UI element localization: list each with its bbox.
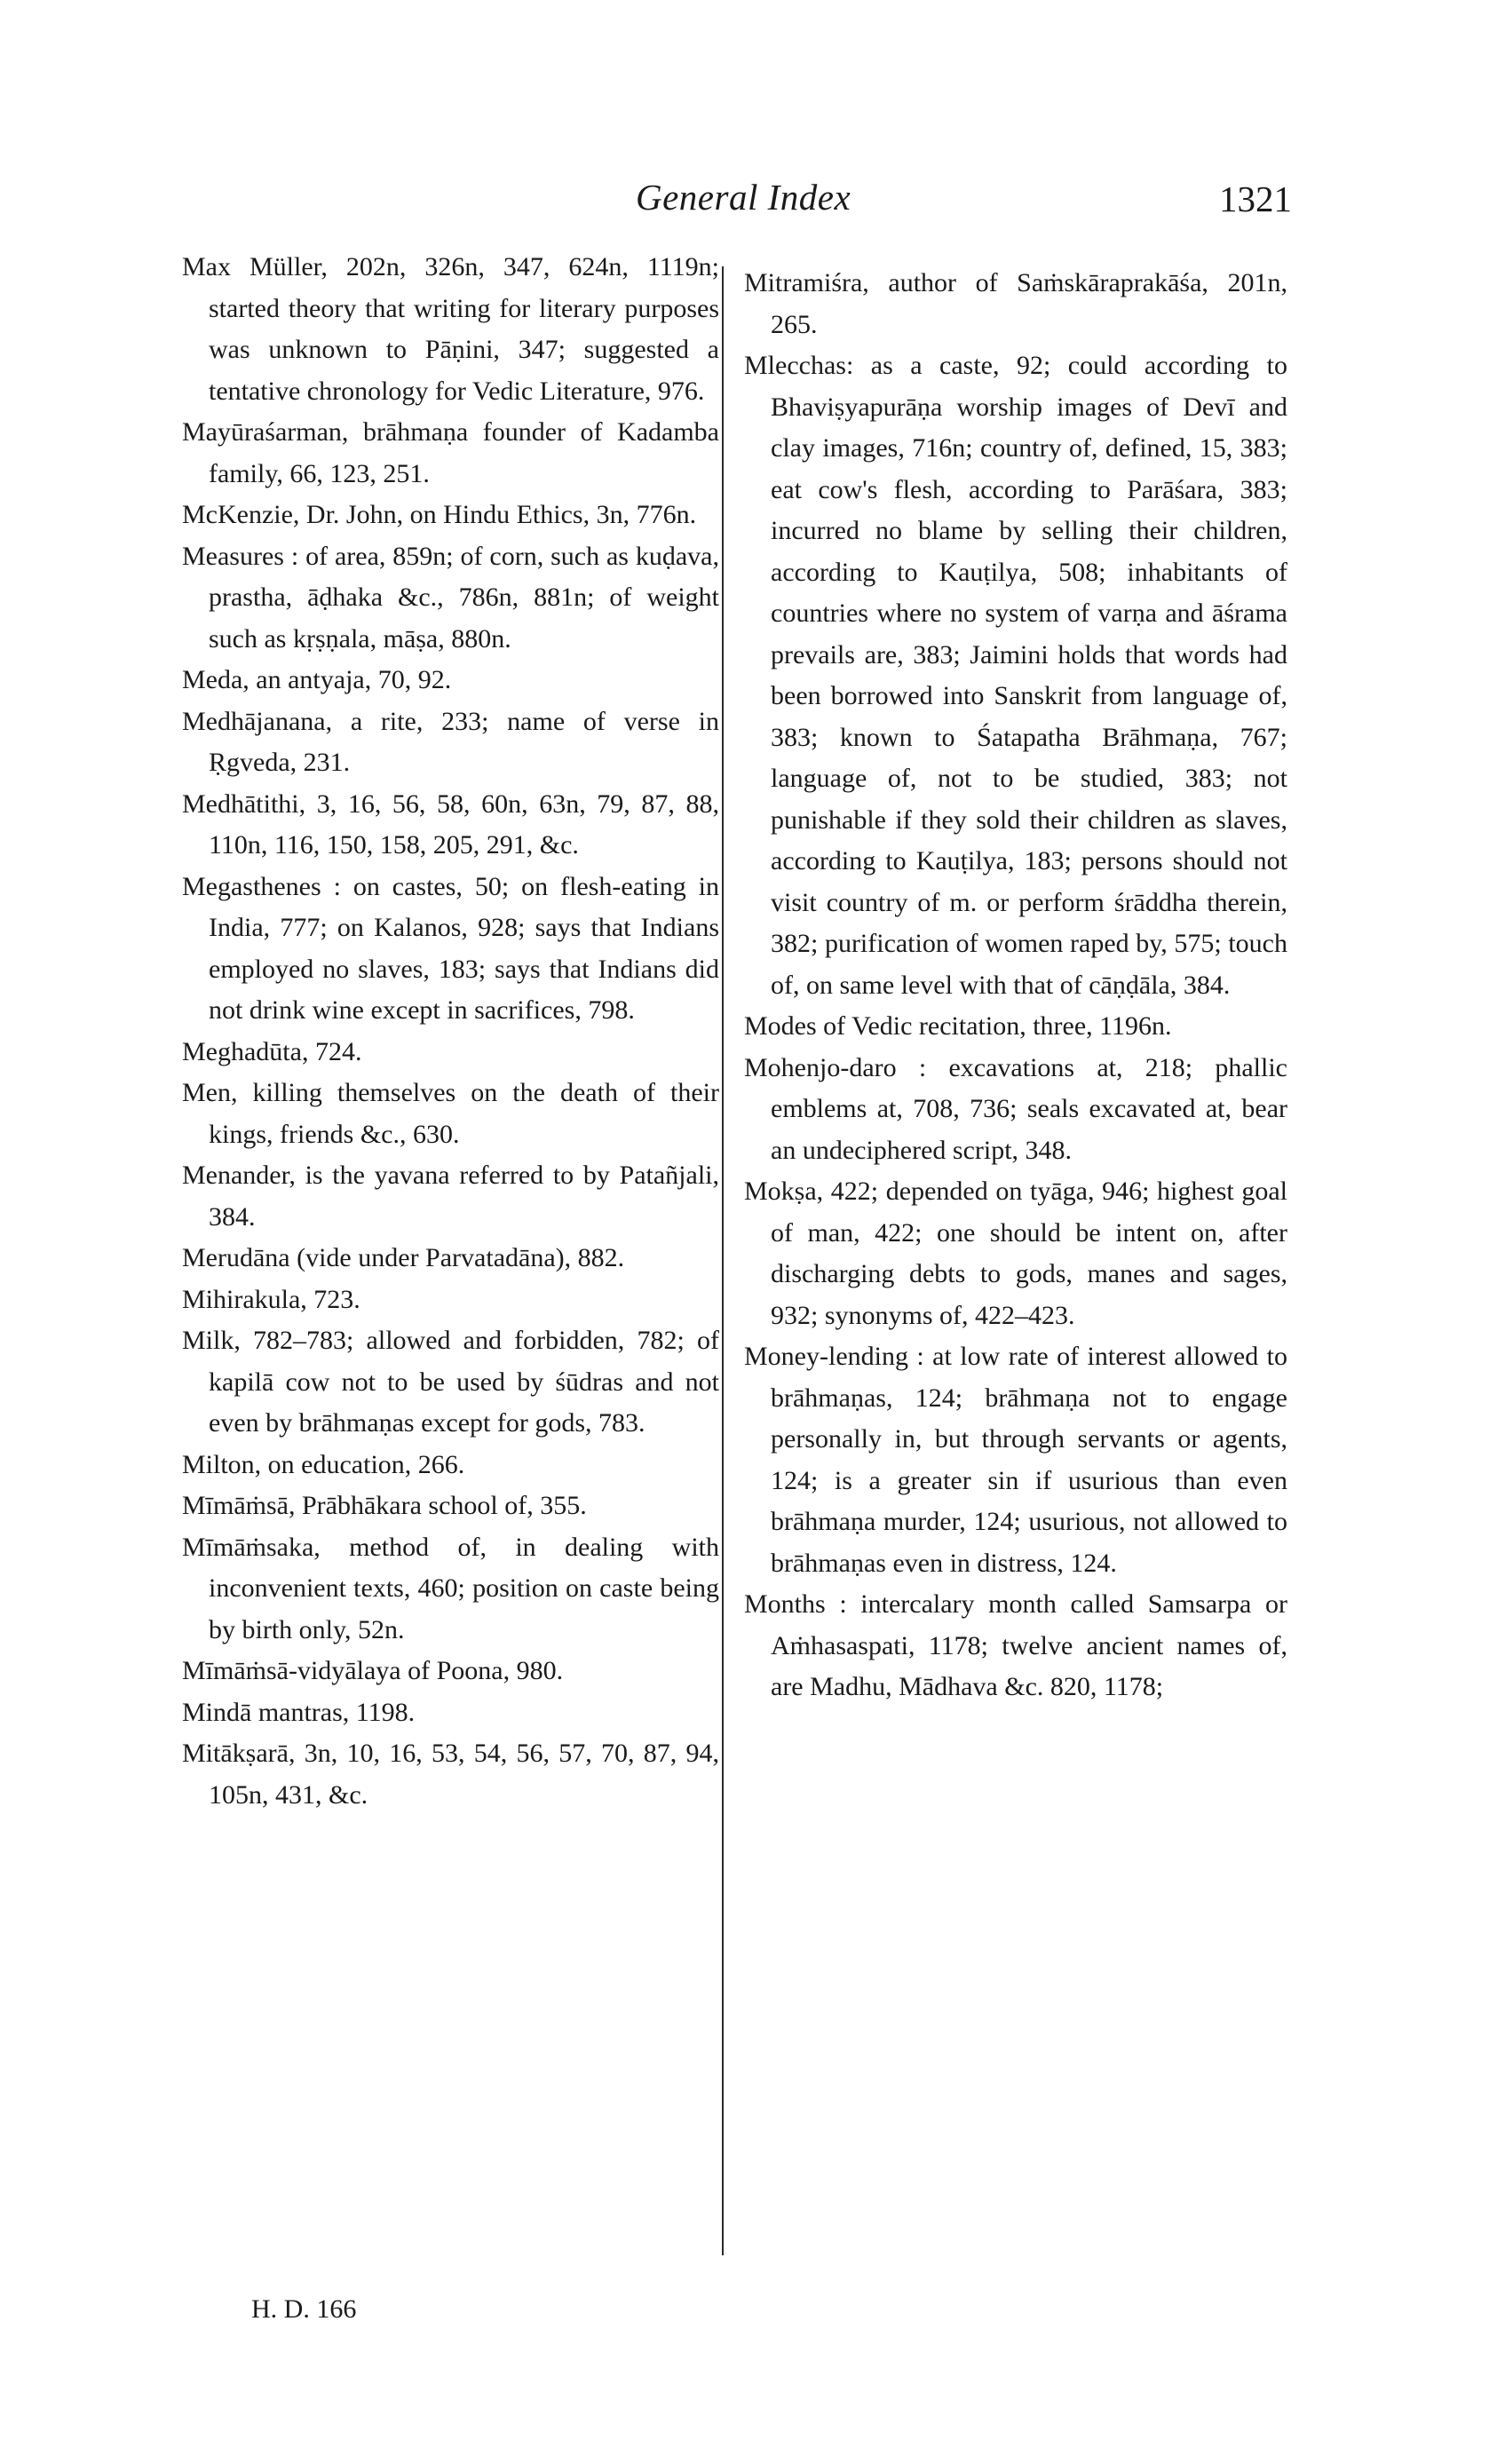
index-entry: Milk, 782–783; allowed and forbidden, 782; of kapilā cow not to be used by śūdras and not even by brāhmaṇas except for gods, 783. (182, 1326, 719, 1438)
index-entry: Mīmāṁsā, Prābhākara school of, 355. (182, 1491, 587, 1520)
index-entry: Milton, on education, 266. (182, 1449, 465, 1479)
index-entry: Mindā mantras, 1198. (182, 1697, 416, 1727)
index-entry: Mitramiśra, author of Saṁskāraprakāśa, 201n, 265. (744, 268, 1287, 339)
index-entry: Medhātithi, 3, 16, 56, 58, 60n, 63n, 79, 87, 88, 110n, 116, 150, 158, 205, 291, &c. (182, 788, 719, 860)
left-column (182, 247, 719, 1816)
index-entry: Max Müller, 202n, 326n, 347, 624n, 1119n; started theory that writing for literary purposes was unknown to Pāṇini, 347; suggested a tentative chronology for Vedic Literature, 976. (182, 252, 719, 406)
index-entry: Mohenjo-daro : excavations at, 218; phallic emblems at, 708, 736; seals excavated at, bear an undeciphered script, 348. (744, 1052, 1287, 1165)
index-entry: Men, killing themselves on the death of their kings, friends &c., 630. (182, 1078, 719, 1149)
index-entry: Measures : of area, 859n; of corn, such as kuḍava, prastha, āḍhaka &c., 786n, 881n; of weight such as kṛṣṇala, māṣa, 880n. (182, 541, 719, 654)
index-entry: Megasthenes : on castes, 50; on flesh-eating in India, 777; on Kalanos, 928; says that Indians employed no slaves, 183; says that Indians did not drink wine except in sacrifices, 798. (182, 871, 719, 1025)
index-entry: Mīmāṁsā-vidyālaya of Poona, 980. (182, 1656, 564, 1685)
index-entry: Medhājanana, a rite, 233; name of verse in Ṛgveda, 231. (182, 706, 719, 777)
column-divider (722, 266, 724, 2255)
index-entry: Merudāna (vide under Parvatadāna), 882. (182, 1243, 625, 1272)
index-entry: McKenzie, Dr. John, on Hindu Ethics, 3n, 776n. (182, 500, 697, 529)
index-entry: Mitākṣarā, 3n, 10, 16, 53, 54, 56, 57, 70, 87, 94, 105n, 431, &c. (182, 1739, 719, 1810)
index-entry: Mihirakula, 723. (182, 1284, 360, 1314)
index-entry: Mīmāṁsaka, method of, in dealing with inconvenient texts, 460; position on caste being by birth only, 52n. (182, 1532, 719, 1644)
index-entry: Mayūraśarman, brāhmaṇa founder of Kadamba family, 66, 123, 251. (182, 417, 719, 488)
index-entry: Meda, an antyaja, 70, 92. (182, 665, 452, 694)
page-title: General Index (636, 177, 851, 218)
index-entry: Modes of Vedic recitation, three, 1196n. (744, 1011, 1172, 1041)
page-number: 1321 (1219, 178, 1292, 219)
signature-mark: H. D. 166 (251, 2294, 357, 2324)
index-entry: Money-lending : at low rate of interest allowed to brāhmaṇas, 124; brāhmaṇa not to engage personally in, but through servants or agents, 124; is a greater sin if usurious than even brāhmaṇa murder, 124; usurious, not allowed to brāhmaṇas even in distress, 124. (744, 1342, 1287, 1578)
right-column (744, 263, 1287, 1708)
index-entry: Mlecchas: as a caste, 92; could according to Bhaviṣyapurāṇa worship images of Devī and clay images, 716n; country of, defined, 15, 383; eat cow's flesh, according to Parāśara, 383; incurred no blame by selling their children, according to Kauṭilya, 508; inhabitants of countries where no system of varṇa and āśrama prevails are, 383; Jaimini holds that words had been borrowed into Sanskrit from language of, 383; known to Śatapatha Brāhmaṇa, 767; language of, not to be studied, 383; not punishable if they sold their children as slaves, according to Kauṭilya, 183; persons should not visit country of m. or perform śrāddha therein, 382; purification of women raped by, 575; touch of, on same level with that of cāṇḍāla, 384. (744, 351, 1287, 1000)
index-entry: Menander, is the yavana referred to by Patañjali, 384. (182, 1161, 719, 1232)
index-entry: Meghadūta, 724. (182, 1036, 362, 1066)
index-entry: Months : intercalary month called Samsarpa or Aṁhasaspati, 1178; twelve ancient names of, are Madhu, Mādhava &c. 820, 1178; (744, 1589, 1287, 1701)
index-entry: Mokṣa, 422; depended on tyāga, 946; highest goal of man, 422; one should be intent on, after discharging debts to gods, manes and sages, 932; synonyms of, 422–423. (744, 1177, 1287, 1330)
